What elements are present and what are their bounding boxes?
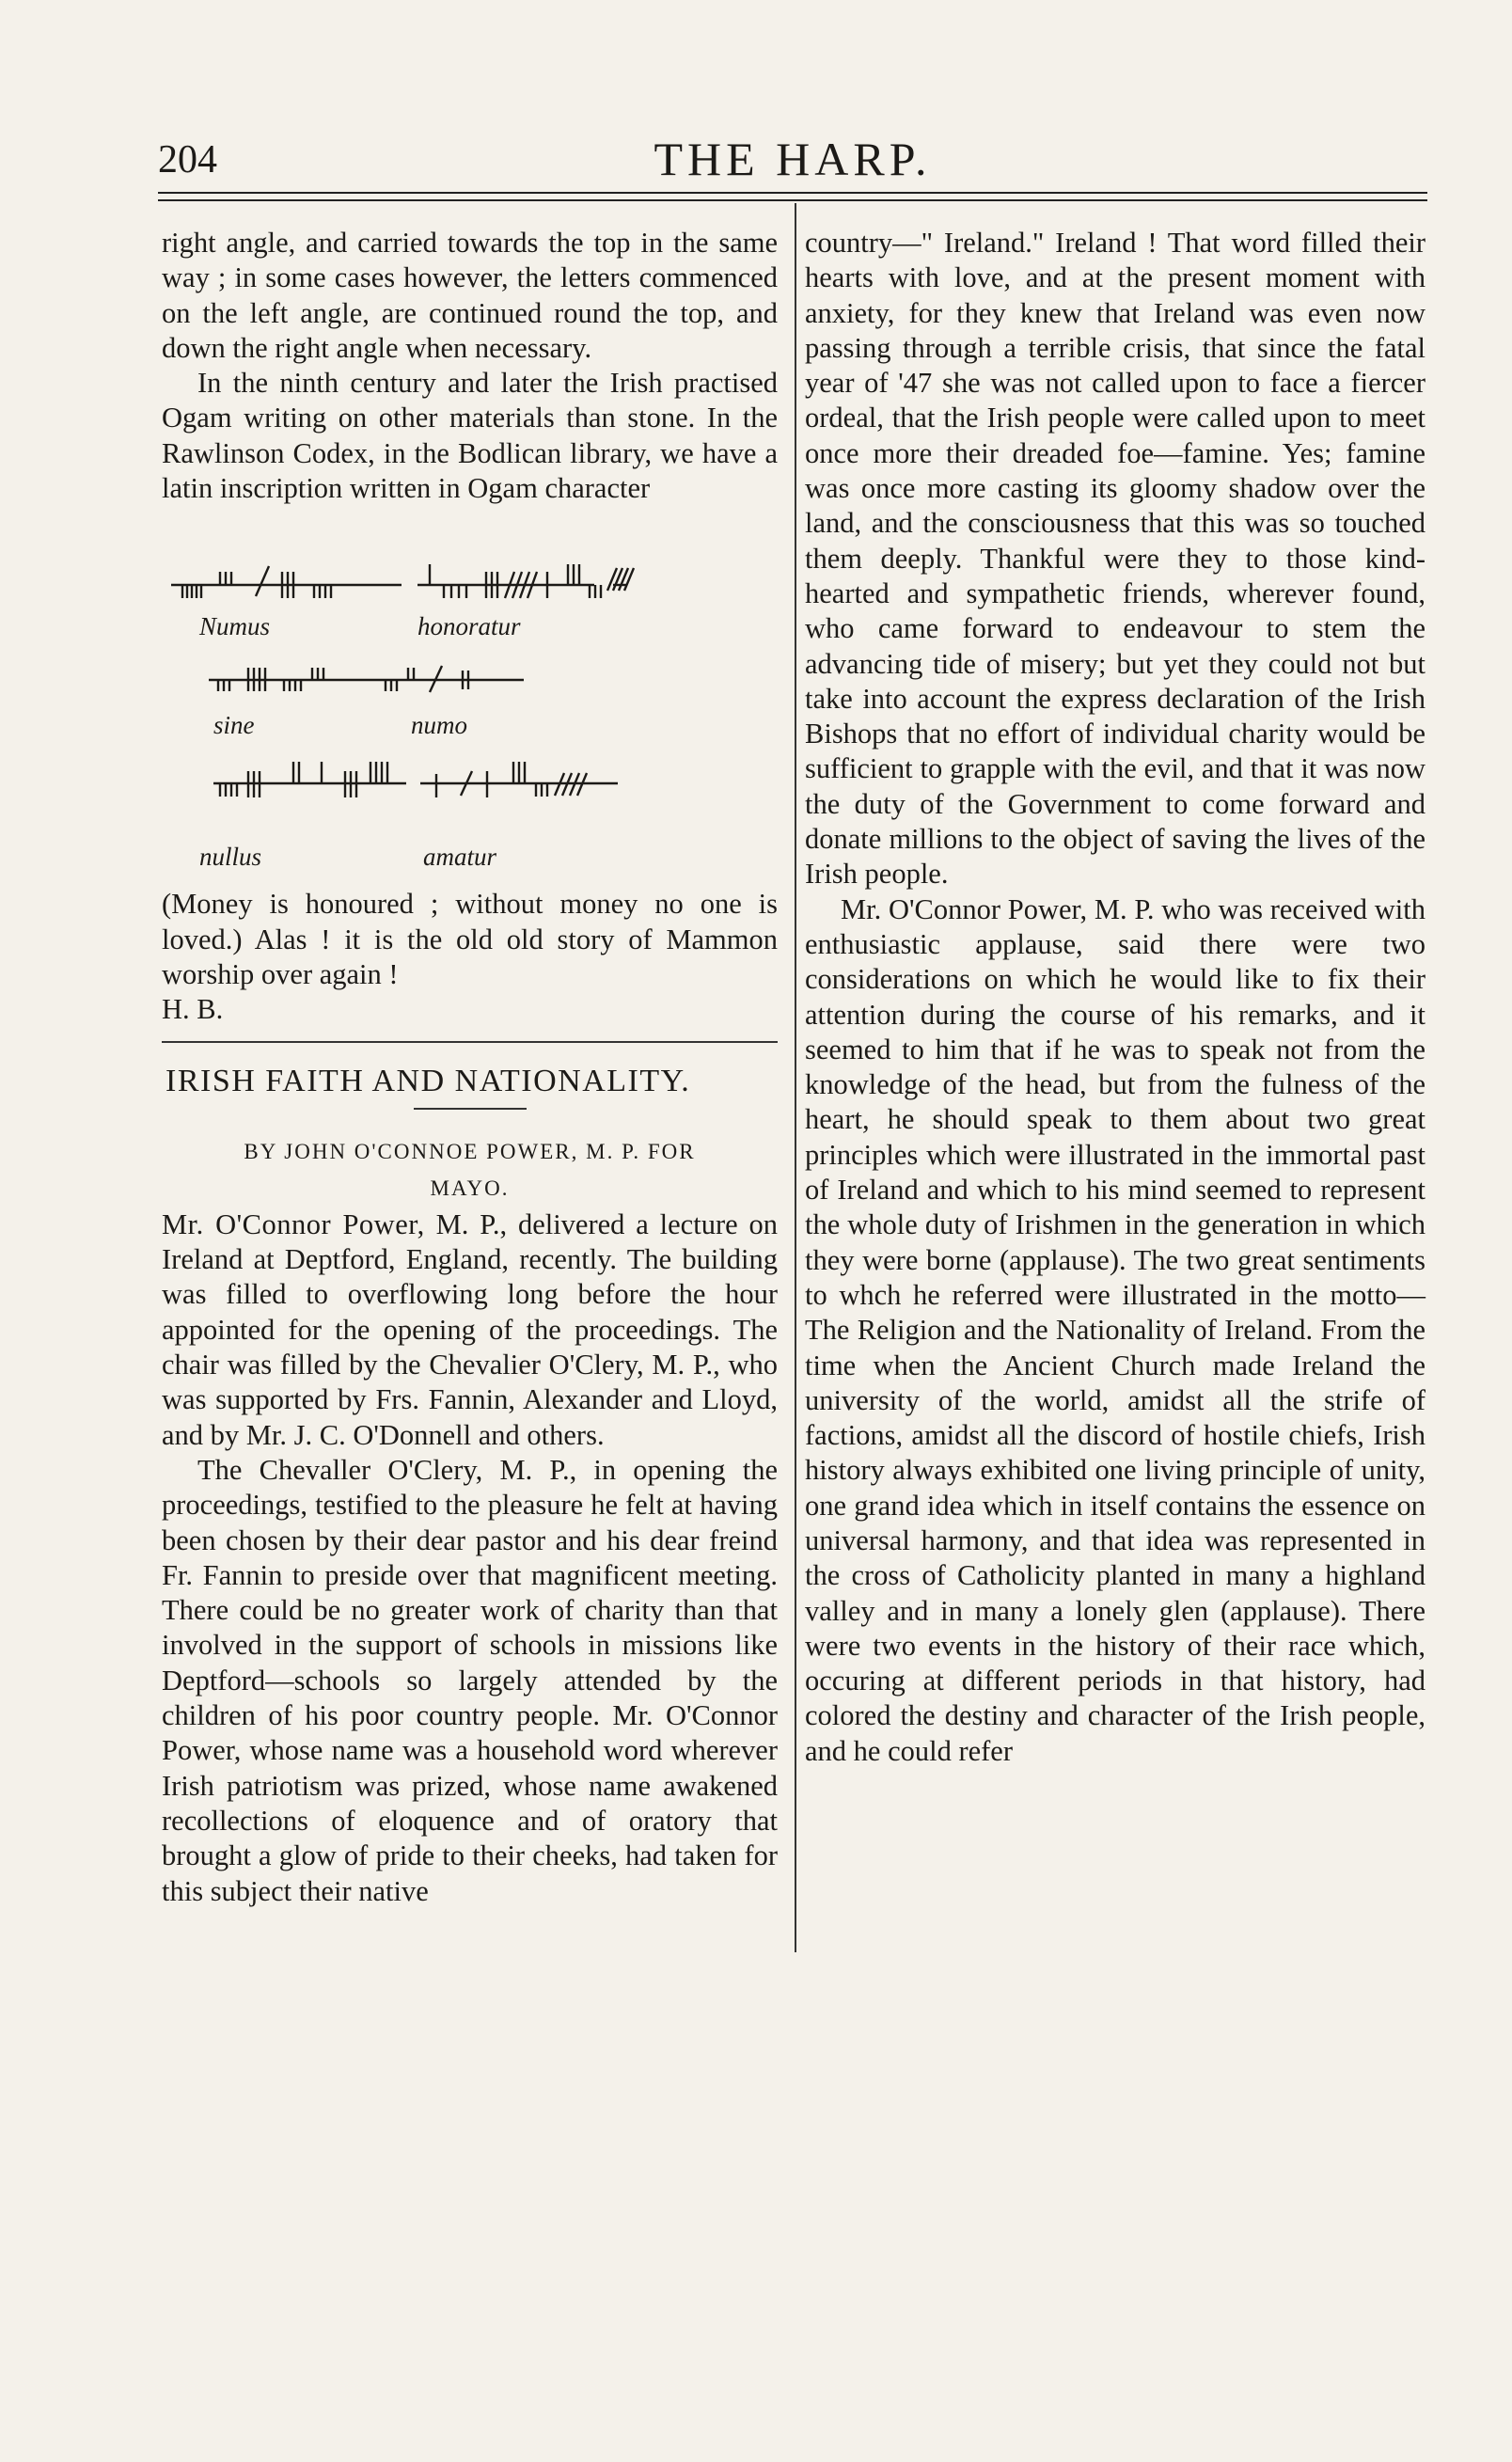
byline: BY JOHN O'CONNOE POWER, M. P. FOR [244,1139,696,1163]
page-number: 204 [158,138,217,181]
running-title: THE HARP. [654,133,932,185]
paragraph: country—" Ireland." Ireland ! That word filled their hearts with love, and at the present moment with anxiety, for they knew that Ireland was even now passing through a terrible crisis, that since the fatal year of '47 she was not called upon to face a fiercer ordeal, that the Irish people were called upon to meet once more their dreaded foe—famine. Yes; famine was once more casting its gloomy shadow over the land, and the consciousness that this was so touched them deeply. Thankful were they to those kind-hearted and sympathetic friends, wherever found, who came forward to endeavour to stem the advancing tide of misery; but yet they could not but take into account the express declaration of the Irish Bishops that no effort of individual charity would be sufficient to grapple with the evil, and that it was now the duty of the Government to come forward and donate millions to the object of saving the lives of the Irish people. [805,227,1425,891]
ogam-strokes [162,515,778,887]
paragraph: Mr. O'Connor Power, M. P. who was received with enthusiastic applause, said there were two considerations on which he would like to fix their attention during the course of his remarks, and it seemed to him that if he was to speak not from the knowledge of the head, but from the fulness of the heart, he should speak to them about two great principles which were illustrated in the immortal past of Ireland and which to his mind seemed to represent the whole duty of Irishmen in the generation in which they were borne (applause). The two great sentiments to whch he referred were illustrated in the motto—The Religion and the Nationality of Ireland. From the time when the Ancient Church made Ireland the university of the world, amidst all the strife of factions, amidst all the discord of hostile chiefs, Irish history always exhibited one living principle of unity, one grand idea which in itself contains the essence on universal harmony, and that idea was represented in the cross of Catholicity planted in many a highland valley and in many a lonely glen (applause). There were two events in the history of their race which, occuring at different periods in that history, had colored the destiny and character of the Irish people, and he could refer [805,892,1425,1767]
paragraph [162,1207,778,1453]
ogam-inscription-figure [162,515,778,887]
ogam-word: honoratur [417,612,521,641]
paragraph: The Chevaller O'Clery, M. P., in opening the proceedings, testified to the pleasure he felt at having been chosen by their dear pastor and his dear freind Fr. Fannin to preside over that magnificent meeting. There could be no greater work of charity than that involved in the support of schools in missions like Deptford—schools so largely attended by the children of his poor country people. Mr. O'Connor Power, whose name was a household word wherever Irish patriotism was prized, whose name awakened recollections of eloquence and of oratory that brought a glow of pride to their cheeks, had taken for this subject their native [162,1453,778,1907]
lead-in: Mr. O'Connor Power, [162,1207,425,1240]
header-rule [158,192,1427,201]
column-divider [795,203,796,1952]
paragraph: (Money is honoured ; without money no one is loved.) Alas ! it is the old old story of Mammon worship over again ! [162,888,778,990]
ogam-word: amatur [423,843,497,872]
title-rule [414,1108,527,1110]
paragraph: right angle, and carried towards the top in the same way ; in some cases however, the letters commenced on the left angle, are continued round the top, and down the right angle when necessary. [162,227,778,364]
ogam-word: Numus [199,612,271,641]
paragraph: In the ninth century and later the Irish practised Ogam writing on other materials than stone. In the Rawlinson Codex, in the Bodlican library, we have a latin inscription written in Ogam character [162,367,778,505]
section-title: IRISH FAITH AND NATIONALITY. [165,1063,691,1098]
signature: H. B. [162,993,224,1026]
ogam-word: numo [411,711,467,740]
ogam-word: nullus [199,843,262,872]
page-header [158,132,1427,188]
section-rule [162,1041,778,1043]
paragraph-body: M. P., delivered a lecture on Ireland at Deptford, England, recently. The building was filled to overflowing long before the hour appointed for the opening of the proceedings. The chair was filled by the Chevalier O'Clery, M. P., who was supported by Frs. Fannin, Alexander and Lloyd, and by Mr. J. C. O'Donnell and others. [162,1207,778,1451]
left-column [162,226,778,1909]
byline: MAYO. [430,1176,510,1200]
ogam-word: sine [213,711,255,740]
right-column [805,226,1425,1769]
